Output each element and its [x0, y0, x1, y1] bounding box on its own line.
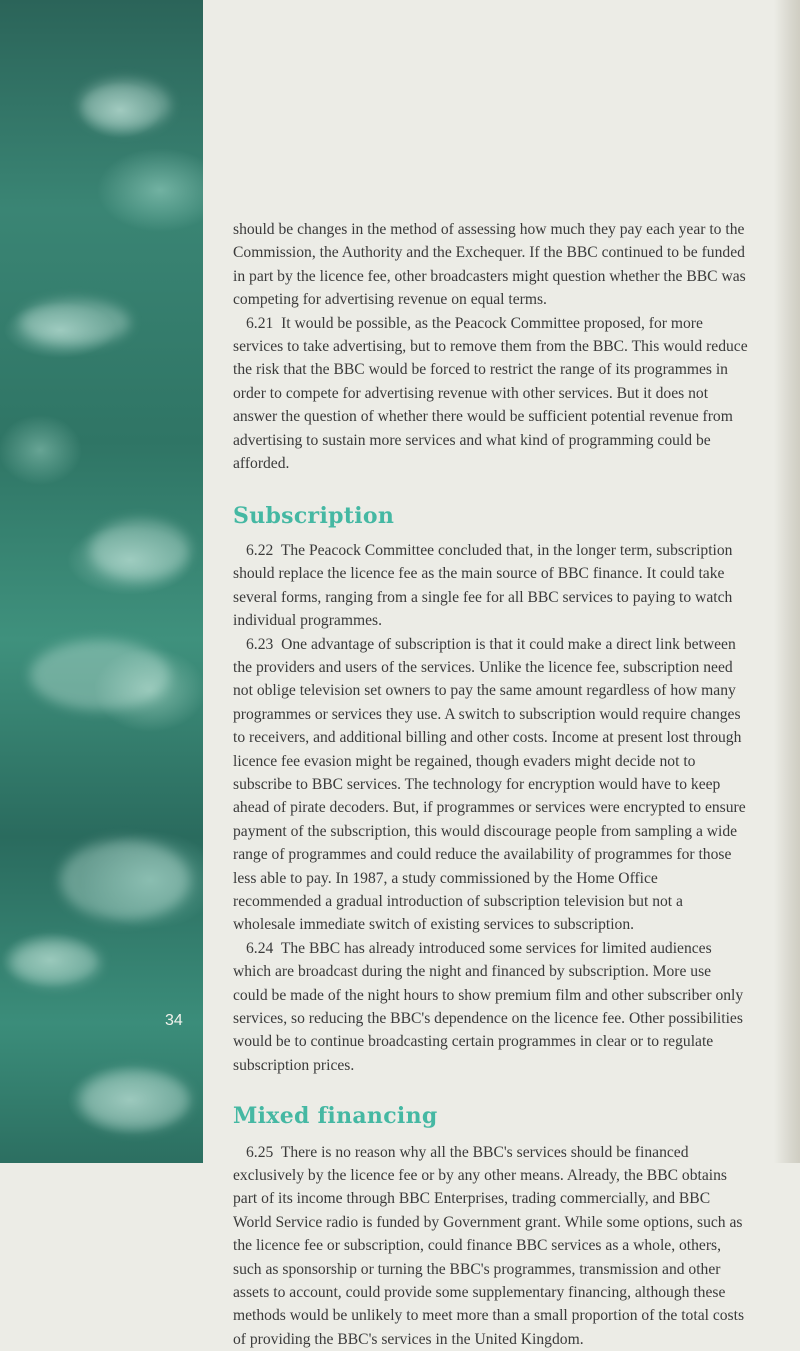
paragraph-text: One advantage of subscription is that it could make a direct link between the providers and users of the services. Unlike the licence fee, subscription need not oblige television set owners to pay the same amount regardless of how many programmes or services they use. A switch to subscription would require changes to receivers, and additional billing and other costs. Income at present lost through licence fee evasion might be regained, though evaders might decide not to subscribe to BBC services. The technology for encryption would have to keep ahead of pirate decoders. But, if programmes or services were encrypted to ensure payment of the subscription, this would discourage people from sampling a wide range of programmes and could reduce the availability of programmes for those less able to pay. In 1987, a study commissioned by the Home Office recommended a gradual introduction of subscription television but not a wholesale immediate switch of existing services to subscription.	[233, 635, 746, 934]
paragraph-number: 6.22	[246, 541, 274, 559]
paragraph-number: 6.24	[246, 939, 274, 957]
paragraph-text: There is no reason why all the BBC's services should be financed exclusively by the licence fee or by any other means. Already, the BBC obtains part of its income through BBC Enterprises, trading commercially, and BBC World Service radio is funded by Government grant. While some options, such as the licence fee or subscription, could finance BBC services as a whole, others, such as sponsorship or turning the BBC's programmes, transmission and other assets to account, could provide some supplementary financing, although these methods would be unlikely to meet more than a small proportion of the total costs of providing the BBC's services in the United Kingdom.	[233, 1143, 745, 1348]
paragraph-6-22	[233, 539, 748, 633]
paragraph-text: It would be possible, as the Peacock Committee proposed, for more services to take advertising, but to remove them from the BBC. This would reduce the risk that the BBC would be forced to restrict the range of its programmes in order to compete for advertising revenue with other services. But it does not answer the question of whether there would be sufficient potential revenue from advertising to sustain more services and what kind of programming could be afforded.	[233, 314, 748, 473]
page-number: 34	[165, 1012, 183, 1029]
intro-paragraph: should be changes in the method of assessing how much they pay each year to the Commission, the Authority and the Exchequer. If the BBC continued to be funded in part by the licence fee, other broadcasters might question whether the BBC was competing for advertising revenue on equal terms.	[233, 221, 746, 309]
paragraph-number: 6.25	[246, 1143, 274, 1161]
main-content	[233, 218, 748, 1351]
paragraph-number: 6.21	[246, 314, 274, 332]
paragraph-6-25	[233, 1141, 748, 1351]
paragraph-6-24	[233, 937, 748, 1077]
page-edge	[774, 0, 800, 1163]
paragraph-6-21	[233, 312, 748, 476]
paragraph-number: 6.23	[246, 635, 274, 653]
section-heading-mixed-financing: Mixed financing	[233, 1103, 438, 1130]
paragraph-6-23	[233, 633, 748, 937]
decorative-cloud-image	[0, 0, 203, 1163]
paragraph-text: The BBC has already introduced some services for limited audiences which are broadcast during the night and financed by subscription. More use could be made of the night hours to show premium film and other subscriber only services, so reducing the BBC's dependence on the licence fee. Other possibilities would be to continue broadcasting certain programmes in clear or to regulate subscription prices.	[233, 939, 744, 1074]
paragraph-text: The Peacock Committee concluded that, in the longer term, subscription should replace the licence fee as the main source of BBC finance. It could take several forms, ranging from a single fee for all BBC services to paying to watch individual programmes.	[233, 541, 733, 630]
section-heading-subscription: Subscription	[233, 503, 395, 530]
